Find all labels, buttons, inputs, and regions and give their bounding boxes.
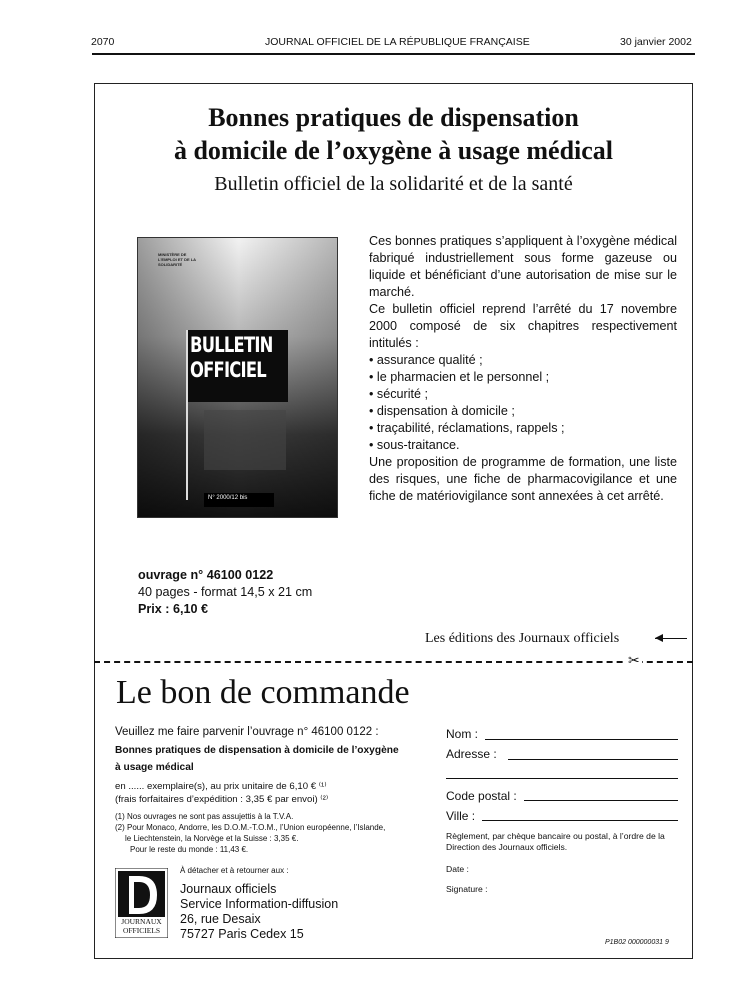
- address-line-4: 75727 Paris Cedex 15: [180, 927, 304, 941]
- chapter-list: [369, 352, 677, 454]
- code-postal-field[interactable]: [524, 800, 678, 801]
- issue-date: 30 janvier 2002: [620, 36, 692, 48]
- reference-code: P1B02 000000031 9: [605, 939, 669, 946]
- chapter-item: • traçabilité, réclamations, rappels ;: [369, 420, 677, 437]
- footnote-1: (1) Nos ouvrages ne sont pas assujettis à la T.V.A.: [115, 812, 294, 821]
- adresse-label: Adresse :: [446, 747, 497, 761]
- chapter-item: • dispensation à domicile ;: [369, 403, 677, 420]
- ad-title-line2: à domicile de l’oxygène à usage médical: [173, 136, 614, 165]
- cover-ministry: MINISTÈRE DE L'EMPLOI ET DE LA SOLIDARITÉ: [158, 252, 196, 267]
- cover-title-band: [190, 333, 284, 403]
- adresse-field[interactable]: [508, 759, 678, 760]
- address-line-2: Service Information-diffusion: [180, 897, 339, 911]
- journaux-officiels-logo: [115, 868, 168, 938]
- ville-label: Ville :: [446, 809, 476, 823]
- logo-text-officiels: OFFICIELS: [122, 925, 161, 935]
- logo-text-journaux: JOURNAUX: [121, 917, 162, 926]
- address-line-1: Journaux officiels: [180, 882, 277, 896]
- ad-description: [369, 233, 677, 505]
- footnote-2b: le Liechtenstein, la Norvège et la Suisse : 3,35 €.: [125, 834, 299, 843]
- order-quantity: en ...... exemplaire(s), au prix unitaire de 6,10 € ⁽¹⁾: [115, 781, 327, 792]
- signature-label: Signature :: [446, 884, 488, 894]
- ouvrage-price: Prix : 6,10 €: [138, 602, 209, 616]
- description-paragraph-1: Ces bonnes pratiques s’appliquent à l’oxygène médical fabriqué industriellement sous forme gazeuse ou liquide et bénéficiant d’une autorisation de mise sur le marché.: [369, 234, 677, 299]
- order-shipping: (frais forfaitaires d’expédition : 3,35 € par envoi) ⁽²⁾: [115, 794, 329, 805]
- ouvrage-number: ouvrage n° 46100 0122: [138, 568, 274, 582]
- cover-word-bulletin: BULLETIN: [190, 333, 273, 357]
- nom-label: Nom :: [446, 727, 479, 741]
- bulletin-cover-image: [137, 237, 338, 518]
- ouvrage-info: [138, 567, 312, 618]
- scissors-icon: ✂: [628, 652, 640, 668]
- description-paragraph-3: Une proposition de programme de formation, une liste des risques, une fiche de pharmacovigilance et une fiche de matériovigilance sont annexées à cet arrêté.: [369, 455, 677, 503]
- order-form-title: Le bon de commande: [116, 674, 410, 711]
- header-rule: [92, 53, 695, 55]
- ad-title-line1: Bonnes pratiques de dispensation: [208, 103, 579, 132]
- journal-title: JOURNAL OFFICIEL DE LA RÉPUBLIQUE FRANÇAISE: [265, 36, 530, 48]
- page-number: 2070: [91, 36, 115, 48]
- chapter-item: • assurance qualité ;: [369, 352, 677, 369]
- description-paragraph-2: Ce bulletin officiel reprend l’arrêté du 17 novembre 2000 composé de six chapitres respectivement intitulés :: [369, 302, 677, 350]
- detach-instruction: À détacher et à retourner aux :: [180, 866, 289, 875]
- publisher-name: Les éditions des Journaux officiels: [425, 631, 620, 646]
- payment-instructions: Règlement, par chèque bancaire ou postal, à l’ordre de la Direction des Journaux officiels.: [446, 831, 665, 852]
- ouvrage-format: 40 pages - format 14,5 x 21 cm: [138, 585, 313, 599]
- cover-word-officiel: OFFICIEL: [190, 358, 266, 382]
- chapter-item: • sous-traitance.: [369, 437, 677, 454]
- arrow-line: [655, 638, 687, 639]
- cover-number: N° 2000/12 bis: [208, 495, 248, 501]
- address-line-3: 26, rue Desaix: [180, 912, 261, 926]
- cut-line: [94, 661, 693, 663]
- chapter-item: • sécurité ;: [369, 386, 677, 403]
- ad-subtitle: Bulletin officiel de la solidarité et de la santé: [214, 173, 573, 195]
- code-postal-label: Code postal :: [446, 789, 517, 803]
- ville-field[interactable]: [482, 820, 678, 821]
- chapter-item: • le pharmacien et le personnel ;: [369, 369, 677, 386]
- footnote-2a: (2) Pour Monaco, Andorre, les D.O.M.-T.O.M., l’Union européenne, l’Islande,: [115, 823, 386, 832]
- order-request: Veuillez me faire parvenir l’ouvrage n° 46100 0122 :: [115, 726, 379, 738]
- footnote-2c: Pour le reste du monde : 11,43 €.: [130, 845, 249, 854]
- date-label: Date :: [446, 864, 469, 874]
- return-address: [180, 882, 338, 942]
- adresse-field-line2[interactable]: [446, 778, 678, 779]
- nom-field[interactable]: [485, 739, 678, 740]
- order-book-title: Bonnes pratiques de dispensation à domicile de l’oxygène à usage médical: [115, 745, 399, 773]
